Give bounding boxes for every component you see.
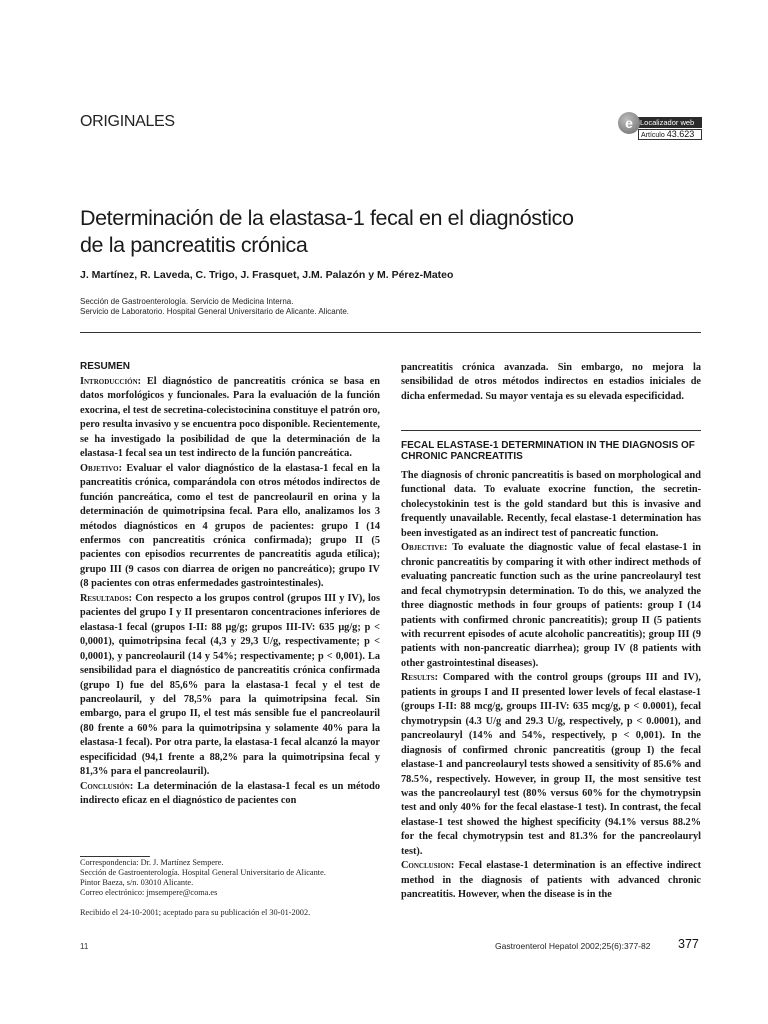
section-label: ORIGINALES (80, 113, 175, 130)
en-conclusion (401, 859, 701, 902)
objective-text: Evaluar el valor diagnóstico de la elastasa-1 fecal en la pancreatitis crónica, comparándola con otros métodos indirectos de función pancreática, como el test de pancreolauril en orina y la determinación de quimotripsina fecal. Para ello, analizamos los 3 métodos diagnósticos en 4 grupos de pacientes: grupo I (14 enfermos con pancreatitis crónica confirmada); grupo II (5 pacientes con episodios recurrentes de pancreatitis aguda etílica); grupo III (9 casos con diarrea de origen no pancreático); grupo IV (8 pacientes con otras enfermedades gastrointestinales). (80, 462, 381, 590)
badge-title: Localizador web (632, 117, 702, 128)
en-conclusion-label: Conclusion: (401, 860, 455, 872)
resumen-heading: RESUMEN (80, 361, 131, 372)
intro-label: Introducción: (80, 376, 142, 387)
web-locator-badge (618, 111, 702, 141)
journal-reference: Gastroenterol Hepatol 2002;25(6):377-82 (495, 941, 651, 951)
affiliation-line: Servicio de Laboratorio. Hospital General Universitario de Alicante. Alicante. (80, 307, 350, 316)
results-text: Con respecto a los grupos control (grupos III y IV), los pacientes del grupo I y II presentaron concentraciones inferiores de elastasa-1 fecal (grupos I-II: 88 μg/g; grupos III-IV: 635 μg/g; p < 0,0001), quimotripsina fecal (4,3 y 29,3 U/g, respectivamente; p < 0,0001), y pancreolauril (14 y 54%; respectivamente; p < 0,001). La sensibilidad para el diagnóstico de pancreatitis crónica confirmada (grupo I) fue del 85,6% para la elastasa-1 fecal y el test de pancreolauril, y del 78,5% para la quimotripsina fecal. Sin embargo, para el grupo II, el test más sensible fue el pancreolauril (80 frente a 60% para la quimotripsina y solamente 40% para la elastasa-1 fecal). Por otra parte, la elastasa-1 fecal alcanzó la mayor especificidad (94,1 frente a 88,2% para la quimotripsina fecal y 81,3% para el pancreolauril). (80, 592, 380, 778)
badge-article (638, 129, 702, 140)
page-number-right: 377 (678, 937, 699, 951)
english-abstract-heading: FECAL ELASTASE-1 DETERMINATION IN THE DIAGNOSIS OF CHRONIC PANCREATITIS (401, 440, 695, 462)
page-number-left: 11 (80, 942, 89, 951)
en-conclusion-text: Fecal elastase-1 determination is an effective indirect method in the diagnosis of patients with advanced chronic pancreatitis. However, when the disease is in the (401, 860, 701, 901)
conclusion-continuation: pancreatitis crónica avanzada. Sin embargo, no mejora la sensibilidad de otros métodos indirectos en estadios iniciales de dicha enfermedad. Su mayor ventaja es su elevada especificidad. (401, 362, 701, 402)
badge-article-number: 43.623 (666, 129, 695, 139)
footnote-divider (80, 856, 150, 857)
resumen-objective (80, 462, 380, 592)
authors: J. Martínez, R. Laveda, C. Trigo, J. Frasquet, J.M. Palazón y M. Pérez-Mateo (80, 269, 454, 281)
en-results-label: Results: (401, 672, 439, 684)
en-results-text: Compared with the control groups (groups III and IV), patients in groups I and II presented lower levels of fecal elastase-1 (groups I-II: 88 mcg/g, groups III-IV: 635 mcg/g, p < 0.0001), fecal chymotrypsin (4.3 U/g and 29.3 U/g, respectively, p < 0.0001), and pancreolauryl (14% and 54%, respectively, p < 0,001). In the diagnosis of confirmed chronic pancreatitis (group I) the fecal elastase-1 and pancreolauryl tests showed a sensitivity of 85.6% and 78.5%, respectively. However, in group II, the most sensitive test was the pancreolauryl test (80% versus 60% for the chymotrypsin test and only 40% for the fecal elastase-1 test). In contrast, the fecal elastase-1 test showed the highest specificity (94.1% versus 88.2% for the fecal chymotrypsin test and 81.3% for the pancreolauryl test). (401, 672, 701, 857)
english-abstract-column (401, 469, 701, 903)
correspondence-email: Correo electrónico: jmsempere@coma.es (80, 888, 218, 897)
en-objective (401, 541, 701, 671)
correspondence-line: Correspondencia: Dr. J. Martínez Sempere. (80, 858, 224, 867)
conclusion-label: Conclusión: (80, 780, 134, 792)
objective-label: Objetivo: (80, 462, 123, 474)
resumen-intro (80, 375, 380, 462)
en-intro: The diagnosis of chronic pancreatitis is based on morphological and functional data. To evaluate exocrine function, the secretin-cholecystokinin test is the gold standard but this is invasive and frequently unavailable. Recently, fecal elastase-1 determination has been investigated as an indirect test of pancreatic function. (401, 470, 701, 539)
resumen-conclusion (80, 780, 380, 809)
correspondence (80, 858, 326, 898)
abstract-divider (401, 430, 701, 431)
affiliations (80, 297, 349, 317)
resumen-results (80, 592, 380, 780)
intro-text: El diagnóstico de pancreatitis crónica se basa en datos morfológicos y funcionales. Para la evaluación de la función exocrina, el test de secretina-colecistocinina constituye el patrón oro, pero resulta invasivo y se encuentra poco disponible. Recientemente, se ha investigado la posibilidad de que la determinación de la elastasa-1 fecal sea un test indirecto de la función pancreática. (80, 376, 380, 460)
conclusion-text: La determinación de la elastasa-1 fecal es un método indirecto eficaz en el diagnóstico de pacientes con (80, 780, 380, 807)
title-line-1: Determinación de la elastasa-1 fecal en el diagnóstico (80, 206, 574, 230)
article-title (80, 205, 640, 259)
received-date: Recibido el 24-10-2001; aceptado para su publicación el 30-01-2002. (80, 908, 311, 917)
correspondence-line: Pintor Baeza, s/n. 03010 Alicante. (80, 878, 194, 887)
resumen-column (80, 375, 380, 809)
e-logo-icon: e (618, 112, 640, 134)
resumen-continuation (401, 361, 701, 404)
title-line-2: de la pancreatitis crónica (80, 233, 308, 257)
en-results (401, 671, 701, 859)
badge-article-label: Artículo (641, 132, 665, 139)
en-objective-text: To evaluate the diagnostic value of fecal elastase-1 in chronic pancreatitis by comparing it with other indirect methods of evaluating pancreatic function such as the urine pancreolauryl test and fecal chymotrypsin determination. To do this, we analyzed the three diagnostic methods in four groups of patients: group I (14 patients with confirmed chronic pancreatitis); group II (5 patients with recurrent episodes of acute alcoholic pancreatitis); group III (9 patients with non-pancreatic diarrhea); group IV (8 patients with other gastrointestinal diseases). (401, 542, 702, 669)
header-divider (80, 332, 701, 333)
en-objective-label: Objective: (401, 542, 448, 554)
correspondence-line: Sección de Gastroenterología. Hospital General Universitario de Alicante. (80, 868, 326, 877)
affiliation-line: Sección de Gastroenterología. Servicio de Medicina Interna. (80, 297, 294, 306)
results-label: Resultados: (80, 592, 133, 604)
